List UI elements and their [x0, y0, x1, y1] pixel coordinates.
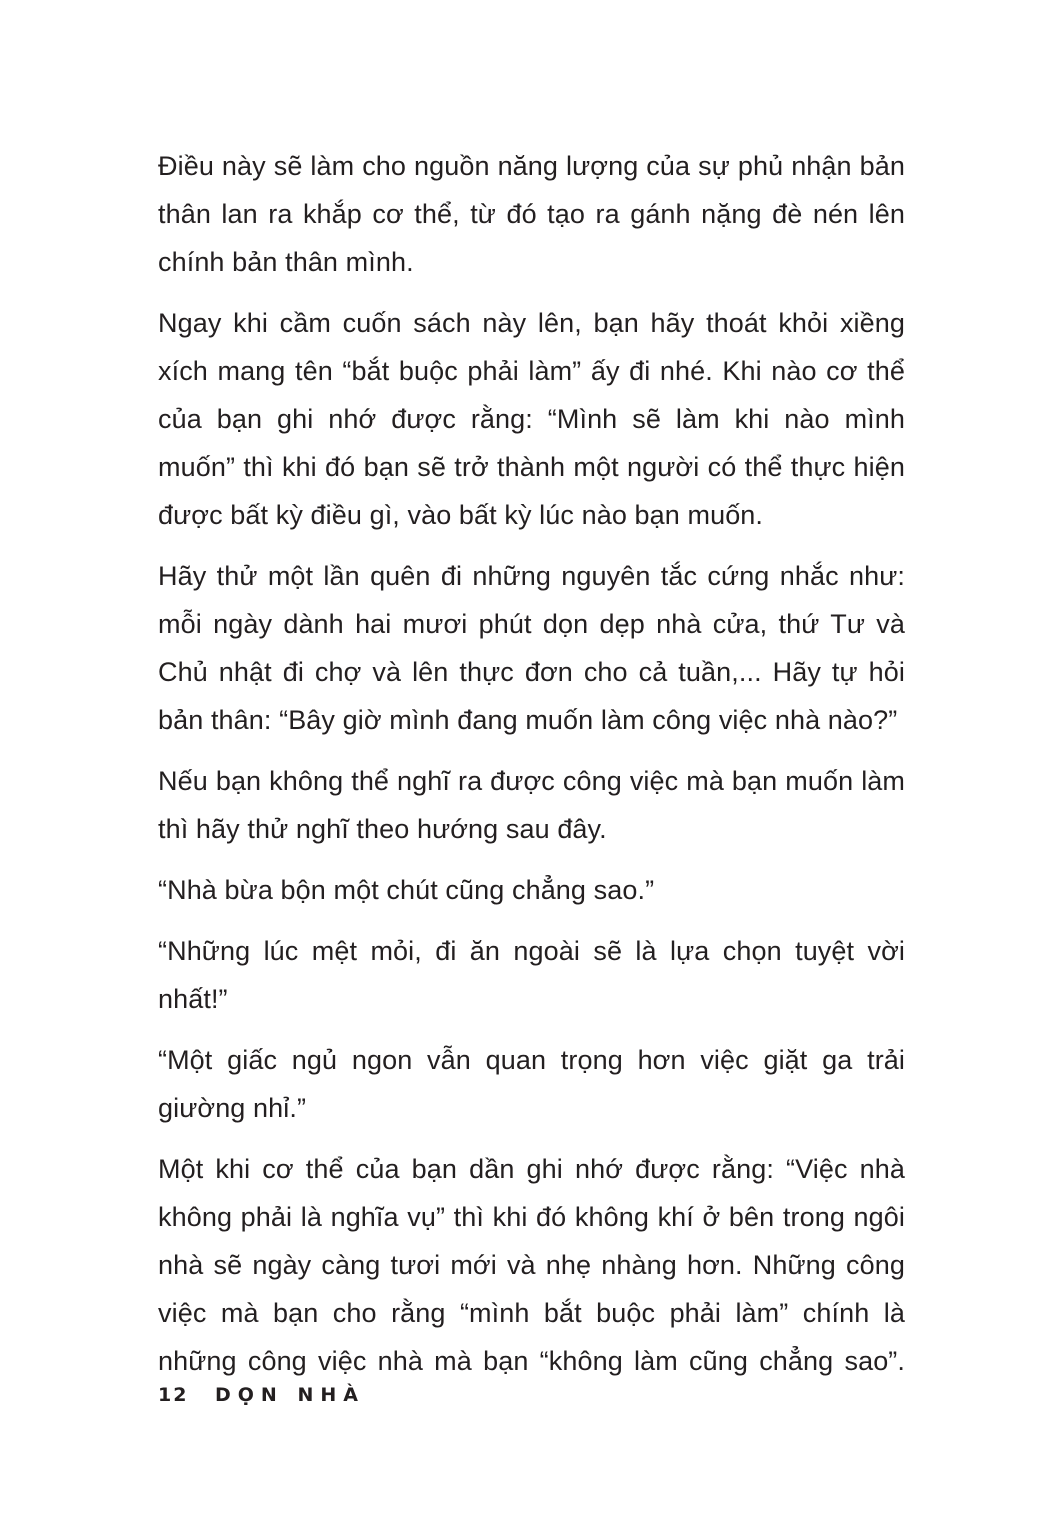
page-footer	[158, 1381, 365, 1409]
paragraph-2: Ngay khi cầm cuốn sách này lên, bạn hãy thoát khỏi xiềng xích mang tên “bắt buộc phải làm” ấy đi nhé. Khi nào cơ thể của bạn ghi nhớ được rằng: “Mình sẽ làm khi nào mình muốn” thì khi đó bạn sẽ trở thành một người có thể thực hiện được bất kỳ điều gì, vào bất kỳ lúc nào bạn muốn.	[158, 308, 905, 530]
book-title: DỌN NHÀ	[215, 1384, 365, 1406]
quote-3: “Một giấc ngủ ngon vẫn quan trọng hơn việc giặt ga trải giường nhỉ.”	[158, 1045, 905, 1123]
paragraph-3: Hãy thử một lần quên đi những nguyên tắc cứng nhắc như: mỗi ngày dành hai mươi phút dọn dẹp nhà cửa, thứ Tư và Chủ nhật đi chợ và lên thực đơn cho cả tuần,... Hãy tự hỏi bản thân: “Bây giờ mình đang muốn làm công việc nhà nào?”	[158, 561, 905, 735]
page-body	[158, 142, 905, 1385]
paragraph-1: Điều này sẽ làm cho nguồn năng lượng của sự phủ nhận bản thân lan ra khắp cơ thể, từ đó tạo ra gánh nặng đè nén lên chính bản thân mình.	[158, 151, 905, 277]
quote-2: “Những lúc mệt mỏi, đi ăn ngoài sẽ là lựa chọn tuyệt vời nhất!”	[158, 936, 905, 1014]
quote-1: “Nhà bừa bộn một chút cũng chẳng sao.”	[158, 875, 655, 905]
page-number: 12	[158, 1384, 189, 1406]
paragraph-4: Nếu bạn không thể nghĩ ra được công việc mà bạn muốn làm thì hãy thử nghĩ theo hướng sau đây.	[158, 766, 905, 844]
paragraph-5: Một khi cơ thể của bạn dần ghi nhớ được rằng: “Việc nhà không phải là nghĩa vụ” thì khi đó không khí ở bên trong ngôi nhà sẽ ngày càng tươi mới và nhẹ nhàng hơn. Những công việc mà bạn cho rằng “mình bắt buộc phải làm” chính là những công việc nhà mà bạn “không làm cũng chẳng sao”.	[158, 1154, 905, 1376]
